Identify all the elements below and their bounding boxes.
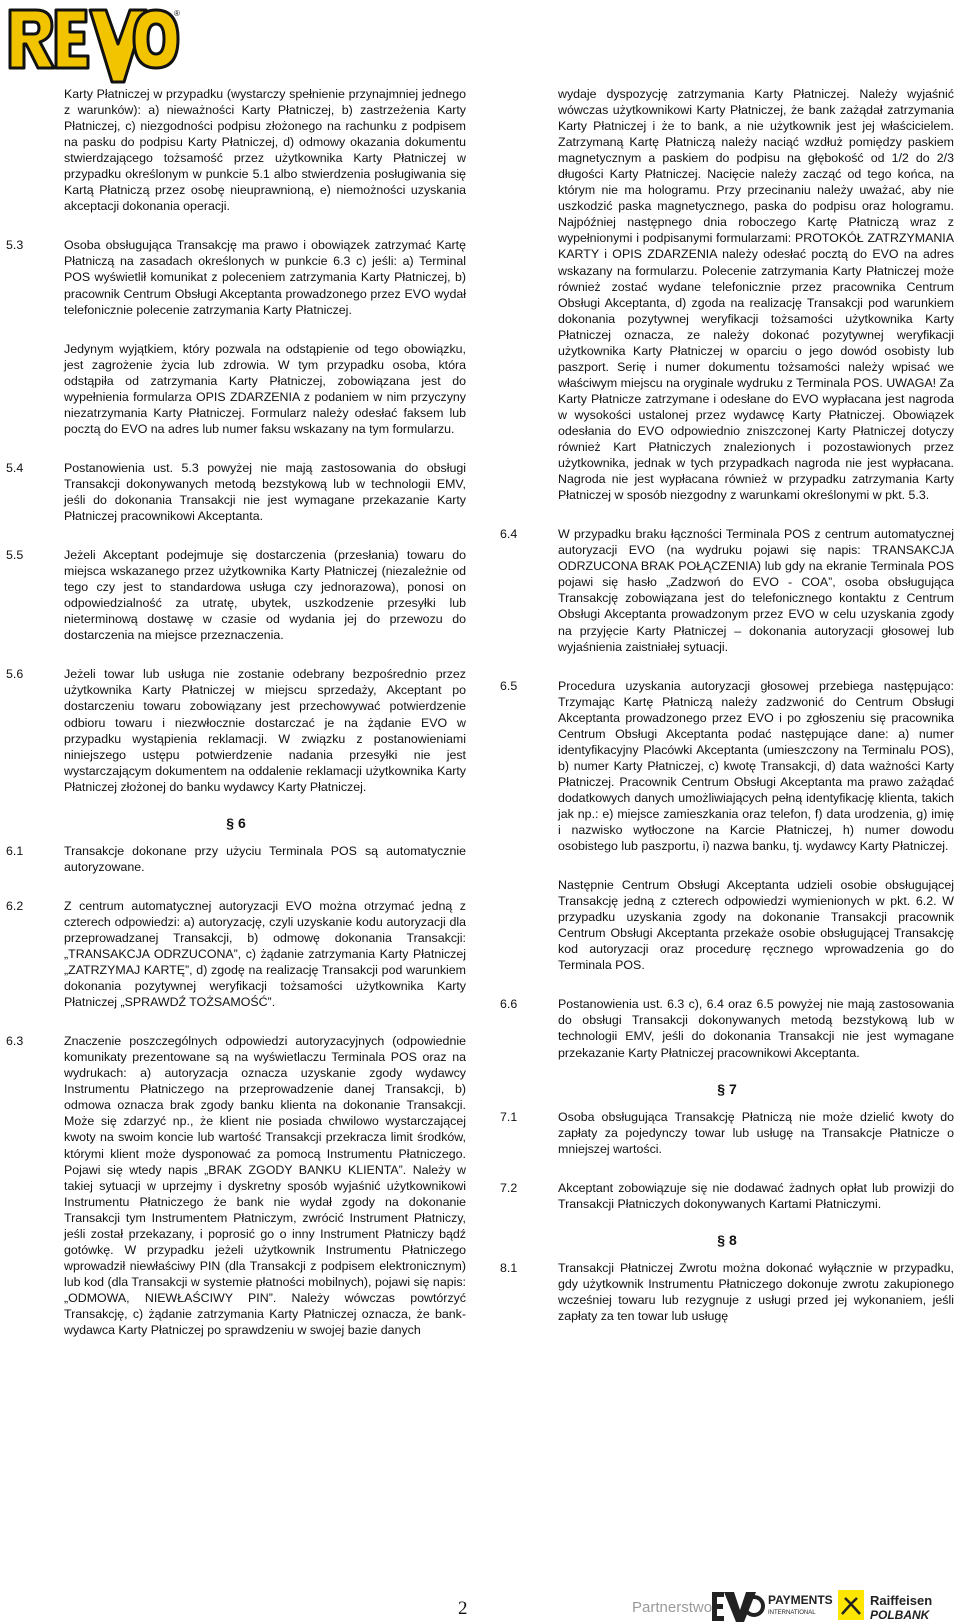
footer-partners [632, 1584, 960, 1624]
clause-number: 5.5 [6, 548, 24, 563]
registered-mark: ® [174, 9, 180, 18]
partner-label: Partnerstwo [632, 1599, 713, 1616]
raiffeisen-polbank-logo [838, 1590, 932, 1622]
clause-text: Jeżeli towar lub usługa nie zostanie odebrany bezpośrednio przez użytkownika Karty Płatniczej w miejscu sprzedaży, Akceptant po dostarczeniu towaru zobowiązany jest przechowywać potwierdzenie odbioru towaru i niezwłocznie dostarczać je na żądanie EVO w przypadku wystąpienia reklamacji. W związku z postanowieniami niniejszego ustępu potwierdzenie nadania przesyłki nie jest wystarczającym dokumentem na oddalenie reklamacji użytkownika Karty Płatniczej złożonej do banku wydawcy Karty Płatniczej. [64, 667, 466, 794]
clause-text: Osoba obsługująca Transakcję Płatniczą nie może dzielić kwoty do zapłaty za pojedynczy towar lub usługę na Transakcje Płatnicze o mniejszej wartości. [558, 1109, 954, 1156]
clause-text: Transakcji Płatniczej Zwrotu można dokonać wyłącznie w przypadku, gdy użytkownik Instrumentu Płatniczego dokonuje zwrotu zakupionego wcześniej towaru lub rezygnuje z usługi przed jej wykonaniem, jeśli zapłaty za ten towar lub usługę [558, 1260, 954, 1324]
clause-6-4 [500, 526, 954, 654]
clause-5-3-continuation: Jedynym wyjątkiem, który pozwala na odstąpienie od tego obowiązku, jest zagrożenie życia lub zdrowia. W tym przypadku osoba, która odstąpiła od zatrzymania Karty Płatniczej, zobowiązana jest do wypełnienia formularza OPIS ZDARZENIA z podaniem w nim przyczyny niezatrzymania Karty Płatniczej. Formularz należy odesłać faksem lub pocztą do EVO na adres lub numer faksu wskazany na tym formularzu. [64, 341, 466, 436]
clause-text: W przypadku braku łączności Terminala POS z centrum automatycznej autoryzacji EVO (na wydruku pojawi się napis: TRANSAKCJA ODRZUCONA BRAK POŁĄCZENIA) lub gdy na ekranie Terminala POS pojawi się hasło „Zadzwoń do EVO - COA”, osoba obsługująca Transakcję zobowiązana jest do telefonicznego kontaktu z Centrum Obsługi Akceptanta prowadzonym przez EVO w celu uzyskania zgody na przyjęcie Karty Płatniczej – dokonania autoryzacji głosowej lub wyjaśnienia zaistniałej sytuacji. [558, 527, 954, 654]
clause-text: Z centrum automatycznej autoryzacji EVO można otrzymać jedną z czterech odpowiedzi: a) autoryzację, czyli uzyskanie kodu autoryzacji dla przeprowadzanej Transakcji, b) odmowę dokonania Transakcji: „TRANSAKCJA ODRZUCONA”, c) żądanie zatrzymania Karty Płatniczej „ZATRZYMAJ KARTĘ”, d) zgodę na realizację Transakcji pod warunkiem dokonania pozytywnej weryfikacji tożsamości użytkownika Karty Płatniczej „SPRAWDŹ TOŻSAMOŚĆ”. [64, 898, 466, 1010]
clause-text: Akceptant zobowiązuje się nie dodawać żadnych opłat lub prowizji do Transakcji Płatniczych dokonywanych Kartami Płatniczymi. [558, 1180, 954, 1211]
intro-paragraph: Karty Płatniczej w przypadku (wystarczy spełnienie przynajmniej jednego z warunków): a) nieważności Karty Płatniczej, b) zastrzeżenia Karty Płatniczej, c) niezgodności podpisu złożonego na rachunku z podpisem na pasku do podpisu Karty Płatniczej, d) odmowy okazania dokumentu stwierdzającego tożsamość przez użytkownika Karty Płatniczej w przypadku określonym w punkcie 5.1 albo stwierdzenia posługiwania się Kartą Płatniczą przez osobę nieuprawnioną, e) niemożności uzyskania akceptacji dokonania operacji. [64, 87, 466, 214]
clause-6-5-continuation: Następnie Centrum Obsługi Akceptanta udzieli osobie obsługującej Transakcję jedną z czterech odpowiedzi wymienionych w pkt. 6.2. W przypadku uzyskania zgody na dokonanie Transakcji pracownik Centrum Obsługi Akceptanta przekaże osobie obsługującej Transakcję kod autoryzacji oraz procedurę ręcznego wprowadzenia go do Terminala POS. [558, 878, 954, 973]
clause-number: 5.4 [6, 460, 24, 475]
clause-6-2 [6, 898, 466, 1010]
section-heading-6: § 6 [226, 814, 246, 831]
clause-number: 7.2 [500, 1180, 518, 1195]
clause-6-6 [500, 996, 954, 1060]
clause-number: 5.6 [6, 667, 24, 682]
clause-8-1 [500, 1260, 954, 1324]
clause-number: 5.3 [6, 238, 24, 253]
clause-text: Znaczenie poszczególnych odpowiedzi autoryzacyjnych (odpowiednie komunikaty prezentowane są na wyświetlaczu Terminala POS oraz na wydrukach: a) autoryzacja oznacza uzyskanie zgody wydawcy Instrumentu Płatniczego na przeprowadzenie danej Transakcji, b) odmowa oznacza brak zgody banku klienta na dokonanie Transakcji. Może się zdarzyć np., że klient nie posiada chwilowo wystarczającej kwoty na swoim koncie lub wartość Transakcji przekracza limit środków, którymi klient może dysponować za pomocą Instrumentu Płatniczego. Pojawi się wtedy napis „BRAK ZGODY BANKU KLIENTA”. Należy w takiej sytuacji w uprzejmy i dyskretny sposób wyjaśnić użytkownikowi Instrumentu Płatniczego że bank nie wydał zgody na dokonanie Transakcji tym Instrumentem Płatniczym, zwrócić Instrument Płatniczy, jeśli został przekazany, i poprosić go o inny Instrument Płatniczy bądź gotówkę. W przypadku jeżeli użytkownik Instrumentu Płatniczego wprowadził niewłaściwy PIN (dla Transakcji z podpisem elektronicznym) lub kod (dla Transakcji w systemie płatności mobilnych), pojawi się napis: „ODMOWA, NIEWŁAŚCIWY PIN”. Należy wówczas powtórzyć Transakcję, c) żądanie zatrzymania Karty Płatniczej oznacza, że bank-wydawca Karty Płatniczej po sprawdzeniu w swojej bazie danych [64, 1034, 466, 1338]
clause-number: 6.1 [6, 843, 24, 858]
page-number: 2 [458, 1598, 468, 1619]
clause-text: Osoba obsługująca Transakcję ma prawo i obowiązek zatrzymać Kartę Płatniczą na zasadach określonych w punkcie 6.3 c) jeśli: a) Terminal POS wyświetlił komunikat z poleceniem zatrzymania Karty Płatniczej, b) pracownik Centrum Obsługi Akceptanta prowadzonego przez EVO wydał telefonicznie polecenie zatrzymania Karty Płatniczej. [64, 238, 466, 317]
clause-text: Transakcje dokonane przy użyciu Terminala POS są automatycznie autoryzowane. [64, 843, 466, 874]
clause-6-1 [6, 843, 466, 875]
clause-5-6 [6, 666, 466, 794]
clause-6-3-continuation: wydaje dyspozycję zatrzymania Karty Płatniczej. Należy wyjaśnić wówczas użytkownikowi Karty Płatniczej, że bank zażądał zatrzymania Karty Płatniczej i że to bank, a nie użytkownik jest jej właścicielem. Zatrzymaną Kartę Płatniczą należy naciąć wzdłuż pomiędzy paskiem magnetycznym a paskiem do podpisu na głębokość od 1/2 do 2/3 długości Karty Płatniczej. Nacięcie należy zacząć od tego końca, na którym nie ma hologramu. Przy przecinaniu należy uważać, aby nie uszkodzić paska magnetycznego, paska do podpisu oraz hologramu. Najpóźniej następnego dnia roboczego Kartę Płatniczą wraz z wypełnionymi i podpisanymi formularzami: PROTOKÓŁ ZATRZYMANIA KARTY i OPIS ZDARZENIA należy odesłać pocztą do EVO na adres wskazany na formularzu. Polecenie zatrzymania Karty Płatniczej może również zostać wydane telefonicznie przez pracownika Centrum Obsługi Akceptanta, d) zgoda na realizację Transakcji pod warunkiem dokonania pozytywnej weryfikacji tożsamości użytkownika Karty Płatniczej oznacza, ze należy dokonać pozytywnej weryfikacji użytkownika Karty Płatniczej w oparciu o jego dowód osobisty lub paszport. Serię i numer dokumentu tożsamości należy wpisać we właściwym miejscu na oryginale wydruku z Terminala POS. UWAGA! Za Karty Płatnicze zatrzymane i odesłane do EVO wypłacana jest nagroda w wysokości ustalonej przez wydawcę Karty Płatniczej. Obowiązek odesłania do EVO odpowiednio zniszczonej Karty Płatniczej dotyczy również Kart Płatniczych znalezionych i pozostawionych przez użytkownika, jednak w tych przypadkach nagroda nie jest wypłacana. Nagroda nie jest wypłacana również w przypadku zatrzymania Karty Płatniczej w sposób niezgodny z warunkami określonymi w pkt. 5.3. [558, 87, 954, 503]
clause-text: Jeżeli Akceptant podejmuje się dostarczenia (przesłania) towaru do miejsca wskazanego przez użytkownika Karty Płatniczej (niezależnie od tego czy jest to standardowa usługa czy jednorazowa), ponosi on odpowiedzialność za utratę, ubytek, uszkodzenie przesyłki lub nieterminową dostawę w czasie od wydania jej do przewozu do dostarczenia na miejsce przeznaczenia. [64, 548, 466, 643]
evo-name: PAYMENTS [768, 1593, 833, 1607]
clause-7-2 [500, 1180, 954, 1212]
clause-6-5 [500, 678, 954, 855]
revo-logo [6, 4, 182, 86]
clause-number: 6.5 [500, 678, 518, 693]
bank-name: Raiffeisen [870, 1593, 933, 1608]
clause-number: 6.4 [500, 527, 518, 542]
clause-number: 8.1 [500, 1260, 518, 1275]
section-heading-7: § 7 [717, 1080, 737, 1097]
clause-number: 6.3 [6, 1034, 24, 1049]
evo-payments-logo [712, 1592, 833, 1622]
left-column [6, 86, 466, 1338]
right-column [500, 86, 954, 1324]
clause-number: 6.2 [6, 898, 24, 913]
evo-subtitle: INTERNATIONAL [768, 1610, 816, 1616]
clause-number: 6.6 [500, 997, 518, 1012]
clause-5-3 [6, 237, 466, 317]
clause-5-4 [6, 460, 466, 524]
clause-text: Procedura uzyskania autoryzacji głosowej przebiega następująco: Trzymając Kartę Płatniczą należy zadzwonić do Centrum Obsługi Akceptanta prowadzonego przez EVO i po zgłoszeniu się pracownika Centrum Obsługi Akceptanta podać następujące dane: a) numer identyfikacyjny Placówki Akceptanta (umieszczony na Terminalu POS), b) numer Karty Płatniczej, c) kwotę Transakcji, d) data ważności Karty Płatniczej. Pracownik Centrum Obsługi Akceptanta ma prawo zażądać dodatkowych danych umożliwiających pełną identyfikację klienta, takich jak np.: e) miejsce zamieszkania oraz telefon, f) data urodzenia, g) imię i nazwisko wytłoczone na Karcie Płatniczej, h) numer dowodu osobistego lub paszportu, i) nazwa banku, tj. wydawcy Karty Płatniczej. [558, 678, 954, 854]
section-heading-8: § 8 [717, 1231, 737, 1248]
bank-subtitle: POLBANK [870, 1608, 930, 1622]
clause-7-1 [500, 1109, 954, 1157]
clause-text: Postanowienia ust. 5.3 powyżej nie mają zastosowania do obsługi Transakcji dokonywanych metodą bezstykową lub w technologii EMV, jeśli do dokonania Transakcji nie jest wymagane przekazanie Karty Płatniczej pracownikowi Akceptanta. [64, 460, 466, 524]
clause-number: 7.1 [500, 1109, 518, 1124]
clause-text: Postanowienia ust. 6.3 c), 6.4 oraz 6.5 powyżej nie mają zastosowania do obsługi Transakcji dokonywanych metodą bezstykową lub w technologii EMV, jeśli do dokonania Transakcji nie jest wymagane przekazanie Karty Płatniczej pracownikowi Akceptanta. [558, 997, 954, 1060]
clause-6-3 [6, 1033, 466, 1338]
clause-5-5 [6, 547, 466, 643]
